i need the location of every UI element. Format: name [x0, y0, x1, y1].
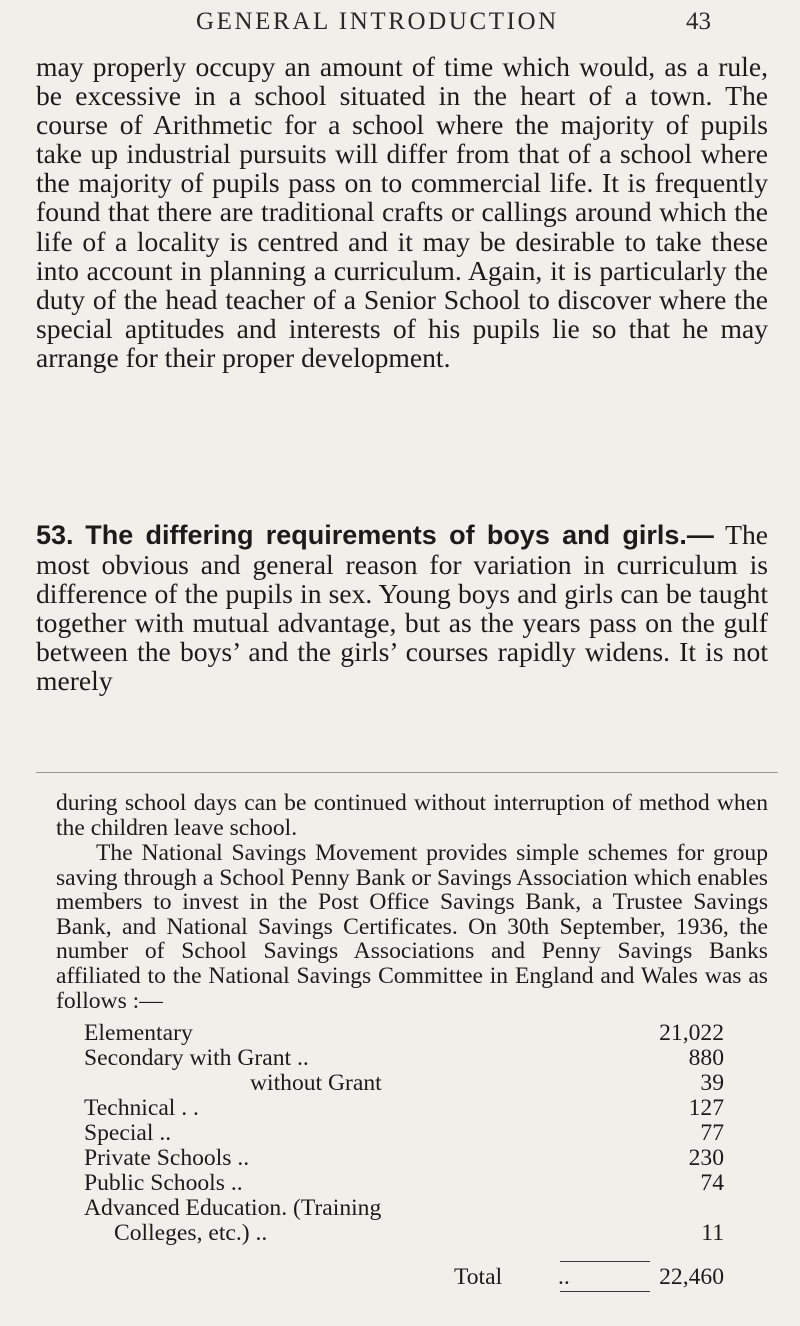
paragraph-national-savings: The National Savings Movement provides simple schemes for group saving through a School Penny Bank or Savings Association which enables members to invest in the Post Office Savings Bank, a Trustee Savings Bank, and National Savings Certificates. On 30th September, 1936, the number of School Savings Associations and Penny Savings Banks affiliated to the National Savings Committee in England and Wales was as follows :—	[56, 840, 768, 1014]
running-title: GENERAL INTRODUCTION	[196, 8, 559, 35]
table-row	[84, 1170, 724, 1195]
total-row	[84, 1264, 724, 1290]
table-row	[84, 1070, 724, 1095]
row-value: 230	[688, 1145, 724, 1171]
row-label: Colleges, etc.) ..	[114, 1220, 268, 1246]
savings-statistics-table	[84, 1020, 724, 1245]
total-dots: ..	[558, 1264, 570, 1290]
table-row	[84, 1095, 724, 1120]
row-value: 39	[700, 1070, 724, 1096]
row-label: Technical . .	[84, 1095, 199, 1121]
table-row	[84, 1120, 724, 1145]
row-label: without Grant	[250, 1070, 382, 1096]
row-value: 127	[688, 1095, 724, 1121]
section-number: 53.	[36, 520, 74, 550]
row-value: 880	[688, 1045, 724, 1071]
row-label: Special ..	[84, 1120, 172, 1146]
row-value: 74	[700, 1170, 724, 1196]
row-label: Advanced Education. (Training	[84, 1195, 382, 1221]
section-body: The most obvious and general reason for variation in curriculum is difference of the pupils in sex. Young boys and girls can be taught together with mutual advantage, but as the years pass on the gulf between the boys’ and the girls’ courses rapidly widens. It is not merely	[36, 519, 768, 697]
paragraph-curriculum-locality: may properly occupy an amount of time which would, as a rule, be excessive in a school situated in the heart of a town. The course of Arithmetic for a school where the majority of pupils take up industrial pursuits will differ from that of a school where the majority of pupils pass on to commercial life. It is frequently found that there are traditional crafts or callings around which the life of a locality is centred and it may be desirable to take these into account in planning a curriculum. Again, it is particularly the duty of the head teacher of a Senior School to discover where the special aptitudes and interests of his pupils lie so that he may arrange for their proper development.	[36, 51, 768, 373]
page-number: 43	[686, 8, 711, 35]
row-label: Public Schools ..	[84, 1170, 243, 1196]
row-value: 77	[700, 1120, 724, 1146]
section-53-paragraph	[36, 520, 768, 696]
table-row	[84, 1045, 724, 1070]
table-row	[84, 1195, 724, 1220]
table-row	[84, 1145, 724, 1170]
table-row	[84, 1220, 724, 1245]
section-heading: The differing requirements of boys and girls.—	[85, 520, 714, 550]
row-label: Private Schools ..	[84, 1145, 250, 1171]
total-value: 22,460	[659, 1264, 724, 1290]
page-fold-divider	[36, 772, 778, 773]
paragraph-continuation: during school days can be continued without interruption of method when the children leave school.	[56, 790, 768, 841]
running-head	[0, 6, 800, 40]
row-value: 11	[701, 1220, 724, 1246]
table-row	[84, 1020, 724, 1045]
total-label: Total	[454, 1264, 503, 1290]
total-rule-top	[560, 1261, 650, 1262]
row-label: Secondary with Grant ..	[84, 1045, 309, 1071]
total-rule-bottom	[560, 1291, 650, 1292]
row-value: 21,022	[659, 1020, 724, 1046]
row-label: Elementary	[84, 1020, 193, 1046]
